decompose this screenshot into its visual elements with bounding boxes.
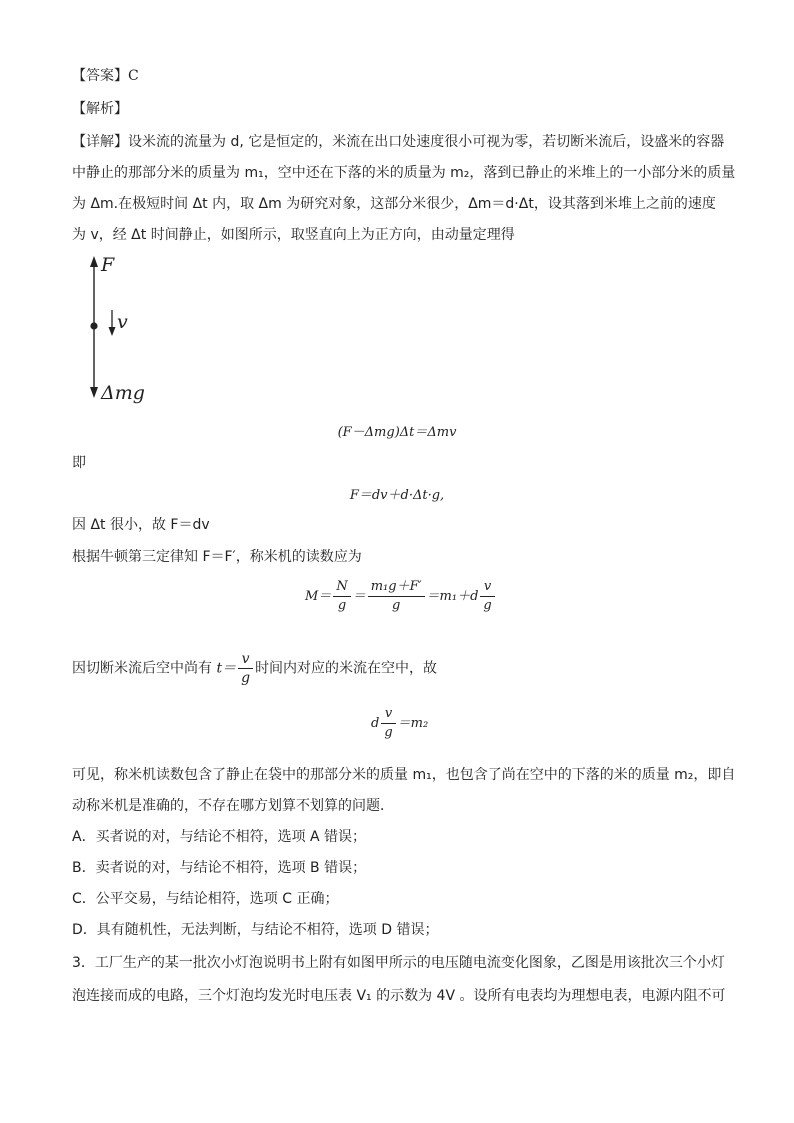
answer-label: 【答案】 [72,68,128,84]
detail-line-3: 为 Δm.在极短时间 Δt 内，取 Δm 为研究对象，这部分米很少，Δm＝d·Δt，设其落到米堆上之前的速度 [72,196,716,212]
line-newton-third: 根据牛顿第三定律知 F＝F′，称米机的读数应为 [72,549,362,565]
question-3-line-1: 3．工厂生产的某一批次小灯泡说明书上附有如图甲所示的电压随电流变化图象，乙图是用该批次三个小灯 [72,955,725,971]
line-small-dt: 因 Δt 很小，故 F＝dv [72,517,210,533]
fraction-v-g-2: $\frac{v}{g}$ [381,705,395,742]
line-rice-in-air: 因切断米流后空中尚有 t＝ $\frac{v}{g}$ 时间内对应的米流在空中，故 [72,651,438,686]
option-c: C．公平交易，与结论相符，选项 C 正确； [72,891,339,907]
detail-label: 【详解】 [72,134,128,150]
option-a: A．买者说的对，与结论不相符，选项 A 错误； [72,829,367,845]
analysis-label: 【解析】 [72,101,128,117]
equation-momentum: (F－Δmg)Δt＝Δmv [337,425,457,440]
fraction-t: $\frac{v}{g}$ [238,650,253,687]
detail-line-2: 中静止的那部分米的质量为 m₁，空中还在下落的米的质量为 m₂，落到已静止的米堆上的一小部分米的质量 [72,165,736,181]
detail-line-4: 为 v，经 Δt 时间静止，如图所示，取竖直向上为正方向，由动量定理得 [72,227,515,243]
velocity-label: v [117,311,128,333]
force-up-label: F [101,254,115,276]
equation-m2: d $\frac{v}{g}$ ＝m₂ [371,706,429,740]
conclusion-line-2: 动称米机是准确的，不存在哪方划算不划算的问题． [72,798,394,814]
option-d: D．具有随机性，无法判断，与结论不相符，选项 D 错误； [72,922,439,938]
equation-reading: M＝ $\frac{N}{g}$ ＝ $\frac{\text{m₁g＋F′}}{g}$ ＝m₁＋d $\frac{v}{g}$ [305,578,497,615]
fraction-n-g: $\frac{N}{g}$ [333,578,350,615]
fraction-mg-f-g: $\frac{\text{m₁g＋F′}}{g}$ [368,578,425,615]
force-down-label: Δmg [101,382,145,404]
ji-text: 即 [72,455,86,471]
fraction-v-g: $\frac{v}{g}$ [480,578,494,615]
question-3-line-2: 泡连接而成的电路，三个灯泡均发光时电压表 V₁ 的示数为 4V 。设所有电表均为理想电表，电源内阻不可 [72,988,726,1004]
option-b: B．卖者说的对，与结论不相符，选项 B 错误； [72,860,367,876]
detail-line-1: 【详解】设米流的流量为 d, 它是恒定的，米流在出口处速度很小可视为零，若切断米流后，设盛米的容器 [72,134,725,150]
conclusion-line-1: 可见，称米机读数包含了静止在袋中的那部分米的质量 m₁，也包含了尚在空中的下落的米的质量 m₂，即自 [72,767,736,783]
answer-value: C [128,68,139,84]
equation-force: F＝dv＋d·Δt·g, [349,488,445,503]
answer-line [72,66,139,86]
